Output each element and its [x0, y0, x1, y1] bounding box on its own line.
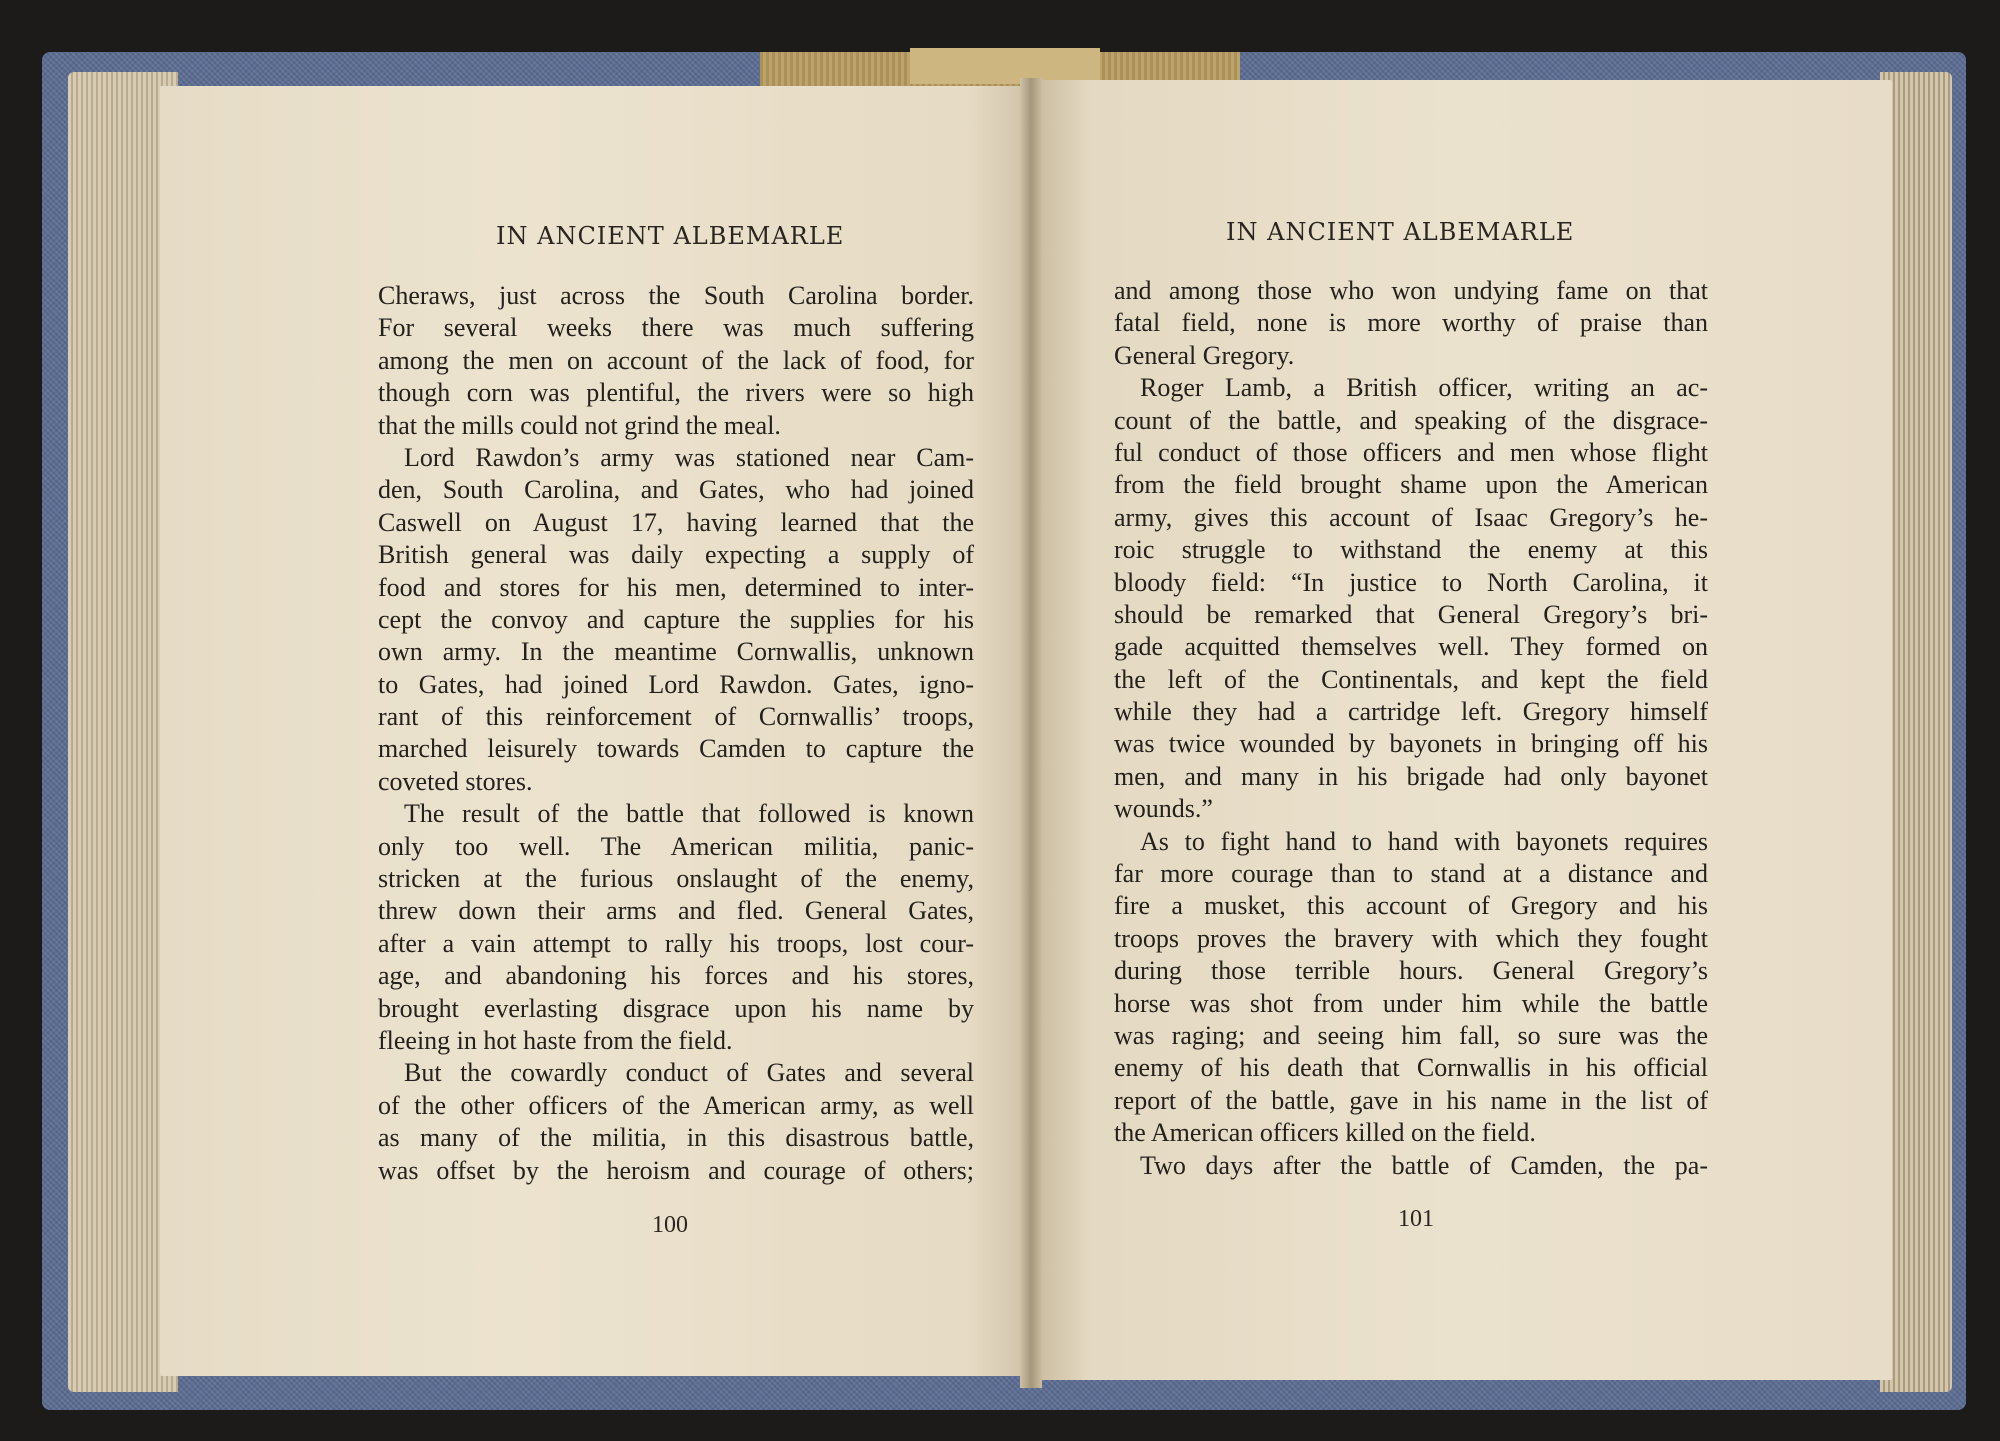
text-line: of the other officers of the American army, as well	[378, 1090, 974, 1120]
text-line: count of the battle, and speaking of the disgrace-	[1114, 405, 1708, 435]
book-gutter	[1020, 78, 1042, 1388]
left-running-head: IN ANCIENT ALBEMARLE	[496, 222, 845, 250]
text-line: after a vain attempt to rally his troops, lost cour-	[378, 928, 974, 958]
text-line: men, and many in his brigade had only bayonet	[1114, 761, 1708, 791]
left-body-text	[378, 280, 974, 1187]
text-line: fleeing in hot haste from the field.	[378, 1025, 733, 1055]
spine-binding-cloth	[910, 48, 1100, 84]
text-line: The result of the battle that followed is known	[404, 799, 974, 829]
text-line: For several weeks there was much suffering	[378, 313, 974, 343]
text-line: far more courage than to stand at a distance and	[1114, 859, 1708, 889]
text-line: was twice wounded by bayonets in bringing off his	[1114, 729, 1708, 759]
text-line: den, South Carolina, and Gates, who had joined	[378, 475, 974, 505]
text-line: own army. In the meantime Cornwallis, unknown	[378, 637, 974, 667]
text-line: fatal field, none is more worthy of praise than	[1114, 308, 1708, 338]
text-line: Lord Rawdon’s army was stationed near Cam-	[404, 442, 974, 472]
text-line: roic struggle to withstand the enemy at this	[1114, 535, 1708, 565]
text-line: horse was shot from under him while the battle	[1114, 988, 1708, 1018]
text-line: ful conduct of those officers and men whose flight	[1114, 437, 1708, 467]
text-line: coveted stores.	[378, 766, 533, 796]
right-running-head: IN ANCIENT ALBEMARLE	[1226, 218, 1575, 246]
text-line: while they had a cartridge left. Gregory himself	[1114, 697, 1708, 727]
text-line: the left of the Continentals, and kept the field	[1114, 664, 1708, 694]
text-line: during those terrible hours. General Gregory’s	[1114, 956, 1708, 986]
text-line: was raging; and seeing him fall, so sure was the	[1114, 1020, 1708, 1050]
right-page-number: 101	[1398, 1206, 1434, 1232]
text-line: British general was daily expecting a supply of	[378, 540, 974, 570]
text-line: stricken at the furious onslaught of the enemy,	[378, 864, 974, 894]
text-line: Two days after the battle of Camden, the pa-	[1140, 1150, 1708, 1180]
text-line: Caswell on August 17, having learned that the	[378, 507, 974, 537]
text-line: report of the battle, gave in his name in the list of	[1114, 1085, 1708, 1115]
text-line: threw down their arms and fled. General Gates,	[378, 896, 974, 926]
text-line: enemy of his death that Cornwallis in his official	[1114, 1053, 1708, 1083]
text-line: age, and abandoning his forces and his stores,	[378, 961, 974, 991]
text-line: wounds.”	[1114, 794, 1213, 824]
left-page-number: 100	[652, 1212, 688, 1238]
text-line: brought everlasting disgrace upon his name by	[378, 993, 974, 1023]
text-line: from the field brought shame upon the American	[1114, 470, 1708, 500]
text-line: troops proves the bravery with which they fought	[1114, 923, 1708, 953]
text-line: Cheraws, just across the South Carolina border.	[378, 281, 974, 310]
text-line: But the cowardly conduct of Gates and several	[404, 1058, 974, 1088]
right-body-text	[1114, 275, 1708, 1182]
text-line: only too well. The American militia, panic-	[378, 831, 974, 861]
text-line: to Gates, had joined Lord Rawdon. Gates, igno-	[378, 669, 974, 699]
text-line: food and stores for his men, determined to inter-	[378, 572, 974, 602]
text-line: the American officers killed on the field.	[1114, 1118, 1536, 1148]
text-line: bloody field: “In justice to North Carolina, it	[1114, 567, 1708, 597]
text-line: as many of the militia, in this disastrous battle,	[378, 1123, 974, 1153]
text-line: though corn was plentiful, the rivers were so high	[378, 378, 974, 408]
text-line: marched leisurely towards Camden to capture the	[378, 734, 974, 764]
text-line: should be remarked that General Gregory’s bri-	[1114, 599, 1708, 629]
text-line: General Gregory.	[1114, 340, 1295, 370]
text-line: Roger Lamb, a British officer, writing an ac-	[1140, 373, 1708, 403]
text-line: among the men on account of the lack of food, for	[378, 345, 974, 375]
text-line: was offset by the heroism and courage of others;	[378, 1155, 974, 1185]
text-line: army, gives this account of Isaac Gregory’s he-	[1114, 502, 1708, 532]
text-line: rant of this reinforcement of Cornwallis’ troops,	[378, 702, 974, 732]
text-line: that the mills could not grind the meal.	[378, 410, 781, 440]
text-line: and among those who won undying fame on that	[1114, 276, 1708, 305]
text-line: gade acquitted themselves well. They formed on	[1114, 632, 1708, 662]
text-line: As to fight hand to hand with bayonets requires	[1140, 826, 1708, 856]
text-line: fire a musket, this account of Gregory and his	[1114, 891, 1708, 921]
text-line: cept the convoy and capture the supplies for his	[378, 604, 974, 634]
